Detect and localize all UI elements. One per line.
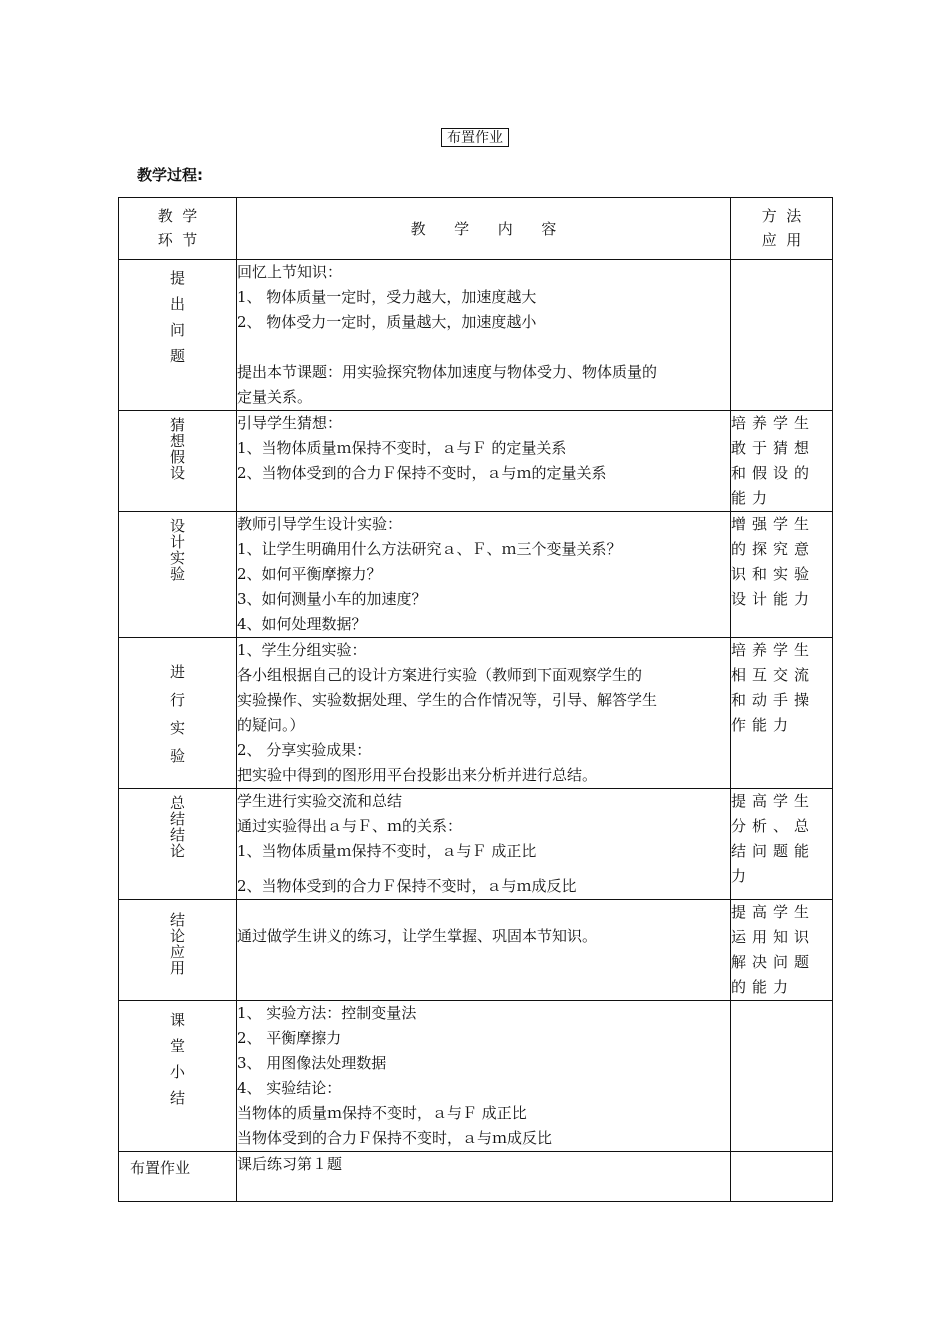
method-cell bbox=[731, 512, 833, 638]
content-line: 1、学生分组实验： bbox=[237, 641, 367, 659]
content-line: 2、当物体受到的合力Ｆ保持不变时，ａ与ｍ成反比 bbox=[237, 877, 577, 895]
stage-char: 题 bbox=[169, 347, 185, 365]
stage-char: 行 bbox=[169, 691, 185, 709]
content-line: 2、 物体受力一定时，质量越大，加速度越小 bbox=[237, 313, 537, 331]
stage-char: 问 bbox=[169, 321, 185, 339]
table-row bbox=[119, 1152, 833, 1202]
stage-char: 验 bbox=[169, 747, 185, 765]
content-cell bbox=[237, 1152, 731, 1202]
boxed-heading: 布置作业 bbox=[441, 128, 509, 147]
stage-cell bbox=[119, 1001, 237, 1152]
content-cell bbox=[237, 260, 731, 411]
header-method-line2: 应 用 bbox=[761, 231, 802, 249]
method-cell bbox=[731, 900, 833, 1001]
stage-char: 结 bbox=[169, 810, 185, 828]
method-cell bbox=[731, 411, 833, 512]
content-line: 的疑问。） bbox=[237, 716, 305, 734]
content-line: 1、让学生明确用什么方法研究ａ、Ｆ、ｍ三个变量关系？ bbox=[237, 540, 622, 558]
content-line: 教师引导学生设计实验： bbox=[237, 515, 403, 533]
header-stage-line1: 教 学 bbox=[157, 207, 198, 225]
stage-char: 计 bbox=[169, 533, 185, 551]
stage-cell bbox=[119, 411, 237, 512]
stage-char: 论 bbox=[169, 927, 185, 945]
table-row bbox=[119, 260, 833, 411]
stage-char: 布置作业 bbox=[130, 1159, 191, 1177]
content-cell bbox=[237, 411, 731, 512]
content-line: 4、如何处理数据？ bbox=[237, 615, 367, 633]
content-line: 当物体的质量ｍ保持不变时，ａ与Ｆ 成正比 bbox=[237, 1104, 527, 1122]
stage-cell bbox=[119, 900, 237, 1001]
content-line: 2、当物体受到的合力Ｆ保持不变时，ａ与ｍ的定量关系 bbox=[237, 464, 607, 482]
stage-char: 应 bbox=[169, 943, 185, 961]
stage-cell bbox=[119, 638, 237, 789]
table-row bbox=[119, 789, 833, 900]
table-row bbox=[119, 411, 833, 512]
process-label: 教学过程: bbox=[137, 166, 203, 184]
content-line: 课后练习第１题 bbox=[237, 1155, 343, 1173]
stage-cell bbox=[119, 1152, 237, 1202]
method-text: 增强学生的探究意识和实验设计能力 bbox=[731, 515, 816, 608]
content-cell bbox=[237, 789, 731, 900]
header-stage bbox=[119, 198, 237, 260]
content-line: 通过做学生讲义的练习，让学生掌握、巩固本节知识。 bbox=[237, 927, 598, 945]
method-cell bbox=[731, 638, 833, 789]
stage-char: 总 bbox=[169, 794, 185, 812]
stage-char: 结 bbox=[169, 911, 185, 929]
content-line: 各小组根据自己的设计方案进行实验（教师到下面观察学生的 bbox=[237, 666, 643, 684]
table-row bbox=[119, 1001, 833, 1152]
content-line: 3、如何测量小车的加速度？ bbox=[237, 590, 427, 608]
stage-char: 设 bbox=[169, 517, 185, 535]
stage-char: 结 bbox=[169, 1089, 185, 1107]
stage-char: 进 bbox=[169, 663, 185, 681]
stage-char: 验 bbox=[169, 565, 185, 583]
content-line: 实验操作、实验数据处理、学生的合作情况等，引导、解答学生 bbox=[237, 691, 658, 709]
content-line: 引导学生猜想： bbox=[237, 414, 343, 432]
content-cell bbox=[237, 638, 731, 789]
content-line: 4、 实验结论： bbox=[237, 1079, 342, 1097]
content-line: 1、当物体质量ｍ保持不变时，ａ与Ｆ 的定量关系 bbox=[237, 439, 567, 457]
stage-char: 用 bbox=[169, 959, 185, 977]
content-line bbox=[237, 335, 730, 360]
method-cell bbox=[731, 260, 833, 411]
stage-char: 假 bbox=[169, 448, 185, 466]
content-line: 把实验中得到的图形用平台投影出来分析并进行总结。 bbox=[237, 766, 598, 784]
content-line: 提出本节课题：用实验探究物体加速度与物体受力、物体质量的 bbox=[237, 363, 658, 381]
stage-char: 实 bbox=[169, 719, 185, 737]
stage-char: 小 bbox=[169, 1063, 185, 1081]
header-stage-line2: 环 节 bbox=[157, 231, 198, 249]
content-line: 学生进行实验交流和总结 bbox=[237, 792, 403, 810]
content-line: 1、 实验方法：控制变量法 bbox=[237, 1004, 417, 1022]
content-cell bbox=[237, 512, 731, 638]
stage-char: 堂 bbox=[169, 1037, 185, 1055]
header-method-line1: 方 法 bbox=[761, 207, 802, 225]
content-line: 当物体受到的合力Ｆ保持不变时，ａ与ｍ成反比 bbox=[237, 1129, 553, 1147]
lesson-table bbox=[118, 197, 833, 1202]
stage-char: 想 bbox=[169, 432, 185, 450]
stage-cell bbox=[119, 512, 237, 638]
content-line: 通过实验得出ａ与Ｆ、ｍ的关系： bbox=[237, 817, 463, 835]
content-line: 1、当物体质量ｍ保持不变时，ａ与Ｆ 成正比 bbox=[237, 842, 537, 860]
table-row bbox=[119, 900, 833, 1001]
content-line: 2、 分享实验成果： bbox=[237, 741, 372, 759]
content-line: 3、 用图像法处理数据 bbox=[237, 1054, 387, 1072]
stage-char: 论 bbox=[169, 842, 185, 860]
content-cell bbox=[237, 1001, 731, 1152]
content-cell bbox=[237, 900, 731, 1001]
method-text: 培养学生敢于猜想和假设的能力 bbox=[731, 414, 816, 507]
stage-char: 实 bbox=[169, 549, 185, 567]
content-line: 2、 平衡摩擦力 bbox=[237, 1029, 342, 1047]
method-cell bbox=[731, 789, 833, 900]
stage-char: 出 bbox=[169, 295, 185, 313]
stage-cell bbox=[119, 789, 237, 900]
stage-char: 结 bbox=[169, 826, 185, 844]
content-line: 回忆上节知识： bbox=[237, 263, 343, 281]
method-text: 培养学生相互交流和动手操作能力 bbox=[731, 641, 816, 734]
stage-cell bbox=[119, 260, 237, 411]
content-line: 2、如何平衡摩擦力？ bbox=[237, 565, 382, 583]
table-row bbox=[119, 512, 833, 638]
stage-char: 猜 bbox=[169, 416, 185, 434]
table-header-row bbox=[119, 198, 833, 260]
stage-char: 设 bbox=[169, 464, 185, 482]
method-text: 提高学生运用知识解决问题的能力 bbox=[731, 903, 816, 996]
method-cell bbox=[731, 1001, 833, 1152]
header-content bbox=[237, 198, 731, 260]
stage-char: 课 bbox=[169, 1011, 185, 1029]
method-text: 提高学生分析、总结问题能力 bbox=[731, 792, 816, 885]
header-content-label: 教 学 内 容 bbox=[410, 219, 557, 238]
stage-char: 提 bbox=[169, 269, 185, 287]
table-row bbox=[119, 638, 833, 789]
header-method bbox=[731, 198, 833, 260]
method-cell bbox=[731, 1152, 833, 1202]
content-line: 定量关系。 bbox=[237, 388, 313, 406]
content-line: 1、 物体质量一定时，受力越大，加速度越大 bbox=[237, 288, 537, 306]
